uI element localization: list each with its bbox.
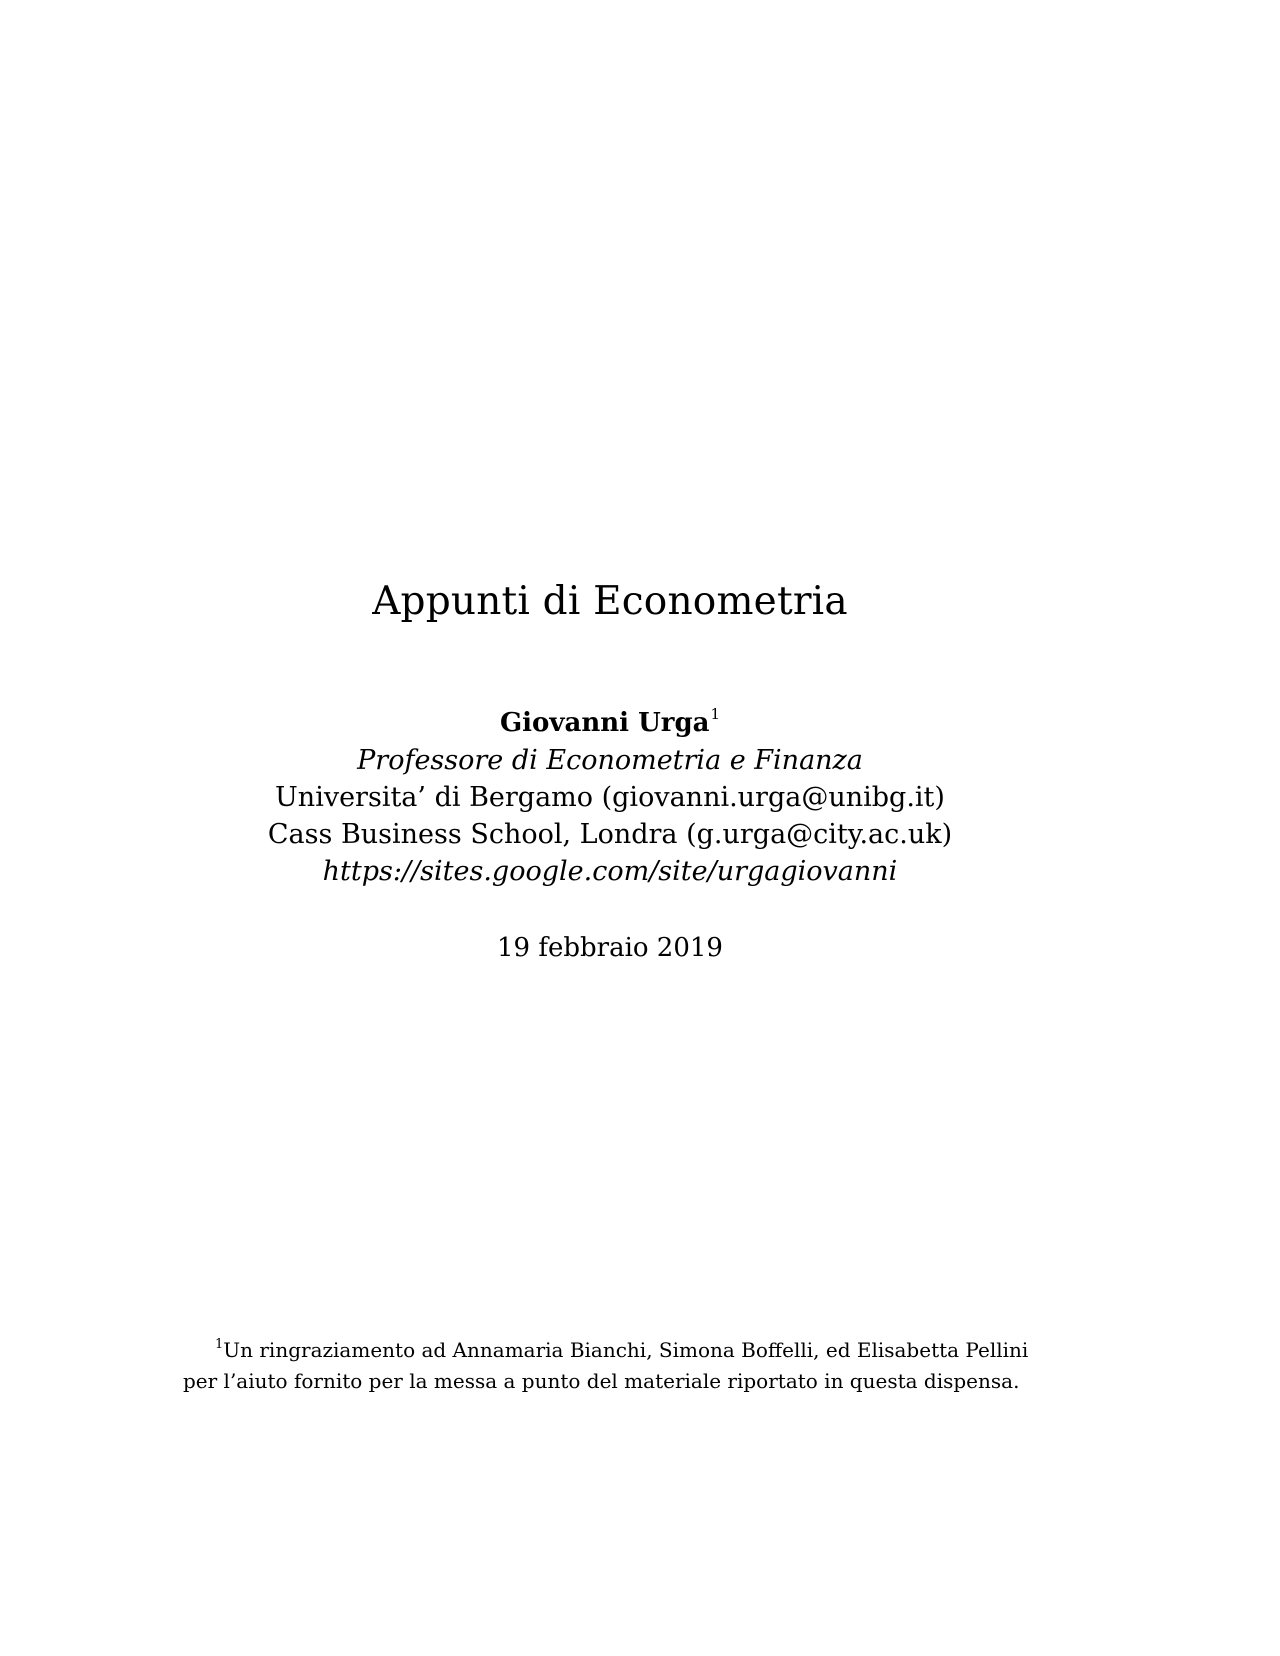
- author-affiliation-bergamo: Universita’ di Bergamo (giovanni.urga@unibg.it): [275, 782, 945, 813]
- author-position: Professore di Econometria e Finanza: [357, 745, 863, 776]
- footnote-line-2: per l’aiuto fornito per la messa a punto del materiale riportato in questa dispensa.: [183, 1369, 1020, 1393]
- document-date: 19 febbraio 2019: [497, 933, 723, 963]
- author-name: Giovanni Urga: [499, 708, 710, 738]
- footnote: [183, 1335, 1043, 1397]
- author-footnote-mark: 1: [710, 705, 721, 723]
- document-title: Appunti di Econometria: [372, 579, 848, 624]
- footnote-line-1: [183, 1335, 1043, 1366]
- author-website: https://sites.google.com/site/urgagiovanni: [322, 856, 898, 887]
- footnote-mark: 1: [215, 1337, 224, 1352]
- footnote-text-1: Un ringraziamento ad Annamaria Bianchi, Simona Boffelli, ed Elisabetta Pellini: [223, 1338, 1029, 1362]
- author-line: [0, 704, 1220, 742]
- author-affiliation-cass: Cass Business School, Londra (g.urga@city.ac.uk): [267, 819, 953, 850]
- author-block: [0, 704, 1220, 890]
